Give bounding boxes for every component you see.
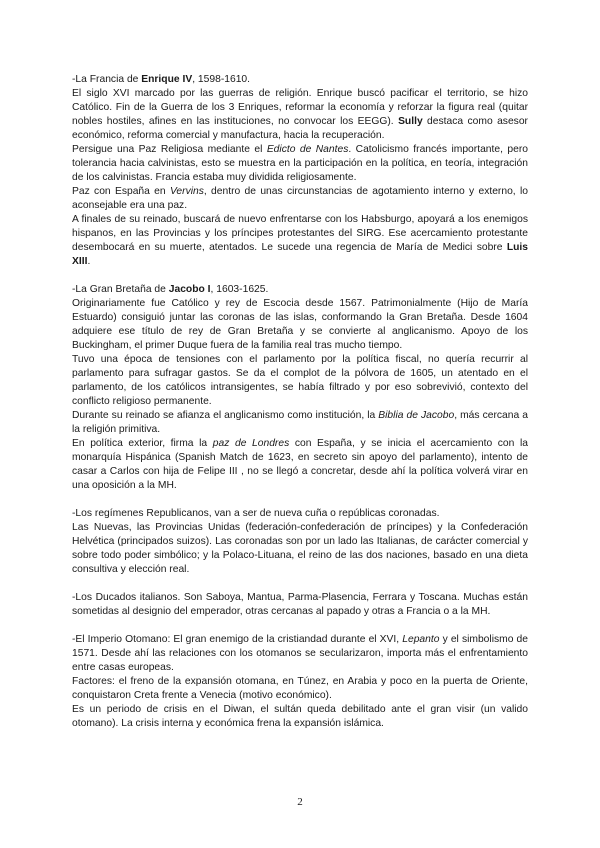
page-number: 2 (297, 796, 303, 808)
bold-term: Sully (398, 116, 423, 127)
section-ducados (72, 591, 528, 619)
spacer (72, 269, 528, 283)
paragraph: En política exterior, firma la paz de Londres con España, y se inicia el acercamiento con la monarquía Hispánica (Spanish Match de 1623, en secreto sin apoyo del parlamento), intento de casar a Carlos con hija de Felipe III , no se llegó a concretar, desde ahí la política volverá virar en una oposición a la MH. (72, 438, 528, 491)
paragraph: Persigue una Paz Religiosa mediante el Edicto de Nantes. Catolicismo francés importante, pero tolerancia hacia calvinistas, esto se muestra en la participación en la política, en teoría, integración de los calvinistas. Francia estaba muy dividida religiosamente. (72, 144, 528, 183)
paragraph: Durante su reinado se afianza el anglicanismo como institución, la Biblia de Jacobo, más cercana a la religión primitiva. (72, 410, 528, 435)
paragraph: El siglo XVI marcado por las guerras de religión. Enrique buscó pacificar el territorio, se hizo Católico. Fin de la Guerra de los 3 Enriques, reformar la economía y reforzar la figura real (quitar nobles hostiles, afines en las instituciones, no convocar los EEGG). Sully destaca como asesor económico, reforma comercial y manufactura, hacia la recuperación. (72, 88, 528, 141)
italic-term: Edicto de Nantes (266, 144, 349, 155)
heading-name: Jacobo I (168, 284, 211, 295)
paragraph: -Los Ducados italianos. Son Saboya, Mantua, Parma-Plasencia, Ferrara y Toscana. Muchas están sometidas al designio del emperador, otras cercanas al papado y otras a Francia o a la MH. (72, 592, 528, 617)
heading-dates: , 1598-1610. (192, 74, 251, 85)
heading-text: -La Francia de (72, 74, 142, 85)
paragraph: Las Nuevas, las Provincias Unidas (federación-confederación de príncipes) y la Confederación Helvética (principados suizos). Las coronadas son por un lado las Italianas, de carácter comercial y sobre todo poder simbólico; y la Polaco-Lituana, el reino de las dos naciones, basado en una dieta consultiva y elección real. (72, 522, 528, 575)
paragraph: Es un periodo de crisis en el Diwan, el sultán queda debilitado ante el gran visir (un valido otomano). La crisis interna y económica frena la expansión islámica. (72, 704, 528, 729)
paragraph: Originariamente fue Católico y rey de Escocia desde 1567. Patrimonialmente (Hijo de María Estuardo) consiguió juntar las coronas de las islas, conformando la Gran Bretaña. Desde 1604 adquiere ese título de rey de Gran Bretaña y se convierte al anglicanismo. Apoyo de los Buckingham, el primer Duque fuera de la familia real tras mucho tiempo. (72, 298, 528, 351)
paragraph: -El Imperio Otomano: El gran enemigo de la cristiandad durante el XVI, Lepanto y el simbolismo de 1571. Desde ahí las relaciones con los otomanos se secularizaron, importa más el enfrentamiento entre casas europeas. (72, 634, 528, 673)
italic-term: paz de Londres (212, 438, 290, 449)
section-heading (72, 73, 528, 87)
section-gran-bretana (72, 283, 528, 493)
paragraph: Factores: el freno de la expansión otomana, en Túnez, en Arabia y poco en la puerta de Oriente, conquistaron Creta frente a Venecia (motivo económico). (72, 676, 528, 701)
paragraph: A finales de su reinado, buscará de nuevo enfrentarse con los Habsburgo, apoyará a los enemigos hispanos, en las Provincias y los príncipes protestantes del SIRG. Ese acercamiento protestante desembocará en su muerte, atentados. Le sucede una regencia de María de Medici sobre Luis XIII. (72, 214, 528, 267)
section-otomano (72, 633, 528, 731)
paragraph: -Los regímenes Republicanos, van a ser de nueva cuña o repúblicas coronadas. (72, 508, 440, 519)
section-republicas (72, 507, 528, 577)
heading-name: Enrique IV (141, 74, 193, 85)
heading-text: -La Gran Bretaña de (72, 284, 169, 295)
section-francia (72, 73, 528, 269)
italic-term: Biblia de Jacobo (378, 410, 455, 421)
bold-term: Luis XIII (72, 242, 528, 267)
spacer (72, 577, 528, 591)
italic-term: Lepanto (402, 634, 440, 645)
page-content (72, 73, 528, 731)
paragraph: Paz con España en Vervins, dentro de unas circunstancias de agotamiento interno y externo, lo aconsejable era una paz. (72, 186, 528, 211)
heading-dates: , 1603-1625. (210, 284, 269, 295)
paragraph: Tuvo una época de tensiones con el parlamento por la política fiscal, no quería recurrir al parlamento para sufragar gastos. Se da el complot de la pólvora de 1605, un atentado en el parlamento, de los católicos intransigentes, se había filtrado y por eso sobrevivió, contexto del conflicto religioso permanente. (72, 354, 528, 407)
spacer (72, 619, 528, 633)
spacer (72, 493, 528, 507)
italic-term: Vervins (169, 186, 204, 197)
section-heading (72, 283, 528, 297)
